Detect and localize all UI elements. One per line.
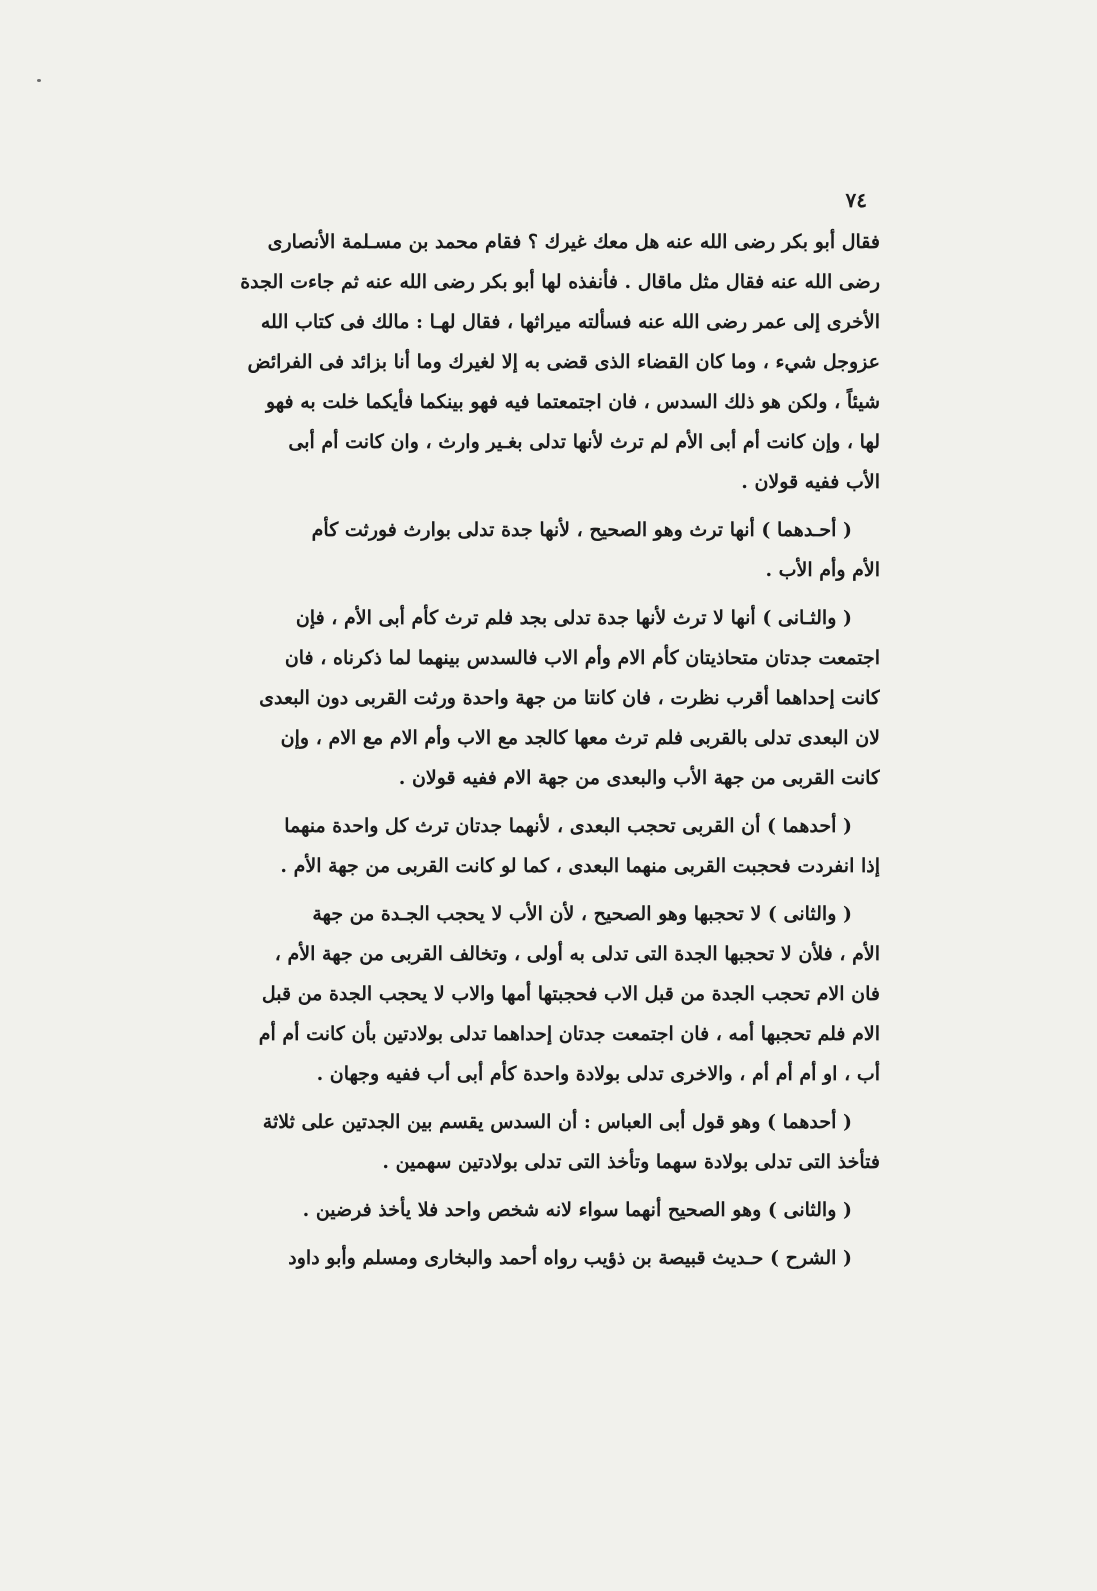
text-line: الأخرى إلى عمر رضى الله عنه فسألته ميراثها ، فقال لهـا : مالك فى كتاب الله <box>260 311 880 333</box>
page-number: ٧٤ <box>845 188 867 212</box>
text-line: كانت إحداهما أقرب نظرت ، فان كانتا من جهة واحدة ورثت القربى دون البعدى <box>259 687 880 709</box>
scan-speck <box>37 79 41 82</box>
text-line: شيئاً ، ولكن هو ذلك السدس ، فان اجتمعتما فيه فهو بينكما فأيكما خلت به فهو <box>265 391 880 413</box>
text-line: اجتمعت جدتان متحاذيتان كأم الام وأم الاب فالسدس بينهما لما ذكرناه ، فان <box>284 647 880 669</box>
text-line: عزوجل شيء ، وما كان القضاء الذى قضى به إلا لغيرك وما أنا بزائد فى الفرائض <box>247 351 880 373</box>
paragraph <box>168 1102 880 1182</box>
text-line: فتأخذ التى تدلى بولادة سهما وتأخذ التى تدلى بولادتين سهمين . <box>382 1151 880 1173</box>
text-line: ( أحـدهما ) أنها ترث وهو الصحيح ، لأنها جدة تدلى بوارث فورثت كأم <box>311 519 852 541</box>
paragraph <box>168 510 880 590</box>
text-line: فان الام تحجب الجدة من قبل الاب فحجبتها أمها والاب لا يحجب الجدة من قبل <box>261 983 880 1005</box>
text-line: ( أحدهما ) وهو قول أبى العباس : أن السدس يقسم بين الجدتين على ثلاثة <box>262 1111 852 1133</box>
body-text <box>168 222 880 1278</box>
text-line: الأم وأم الأب . <box>765 559 880 581</box>
text-line: كانت القربى من جهة الأب والبعدى من جهة الام ففيه قولان . <box>398 767 880 789</box>
text-line: ( الشرح ) حـديث قبيصة بن ذؤيب رواه أحمد والبخارى ومسلم وأبو داود <box>288 1247 852 1269</box>
text-line: الأب ففيه قولان . <box>741 471 880 493</box>
text-line: ( والثـانى ) أنها لا ترث لأنها جدة تدلى بجد فلم ترث كأم أبى الأم ، فإن <box>295 607 852 629</box>
paragraph <box>168 598 880 798</box>
text-line: رضى الله عنه فقال مثل ماقال . فأنفذه لها أبو بكر رضى الله عنه ثم جاءت الجدة <box>240 271 880 293</box>
text-line: لها ، وإن كانت أم أبى الأم لم ترث لأنها تدلى بغـير وارث ، وان كانت أم أبى <box>288 431 880 453</box>
text-line: فقال أبو بكر رضى الله عنه هل معك غيرك ؟ فقام محمد بن مسـلمة الأنصارى <box>267 231 880 253</box>
text-line: لان البعدى تدلى بالقربى فلم ترث معها كالجد مع الاب وأم الام مع الام ، وإن <box>280 727 880 749</box>
text-line: الام فلم تحجبها أمه ، فان اجتمعت جدتان إحداهما تدلى بولادتين بأن كانت أم أم <box>258 1023 880 1045</box>
paragraph <box>168 222 880 502</box>
paragraph <box>168 806 880 886</box>
text-line: الأم ، فلأن لا تحجبها الجدة التى تدلى به أولى ، وتخالف القربى من جهة الأم ، <box>274 943 880 965</box>
text-line: ( والثانى ) لا تحجبها وهو الصحيح ، لأن الأب لا يحجب الجـدة من جهة <box>312 903 852 925</box>
paragraph <box>168 894 880 1094</box>
text-line: إذا انفردت فحجبت القربى منهما البعدى ، كما لو كانت القربى من جهة الأم . <box>280 855 880 877</box>
paragraph <box>168 1238 880 1278</box>
paragraph <box>168 1190 880 1230</box>
text-line: أب ، او أم أم أم ، والاخرى تدلى بولادة واحدة كأم أبى أب ففيه وجهان . <box>316 1063 880 1085</box>
text-line: ( والثانى ) وهو الصحيح أنهما سواء لانه شخص واحد فلا يأخذ فرضين . <box>302 1199 852 1221</box>
text-line: ( أحدهما ) أن القربى تحجب البعدى ، لأنهما جدتان ترث كل واحدة منهما <box>284 815 852 837</box>
